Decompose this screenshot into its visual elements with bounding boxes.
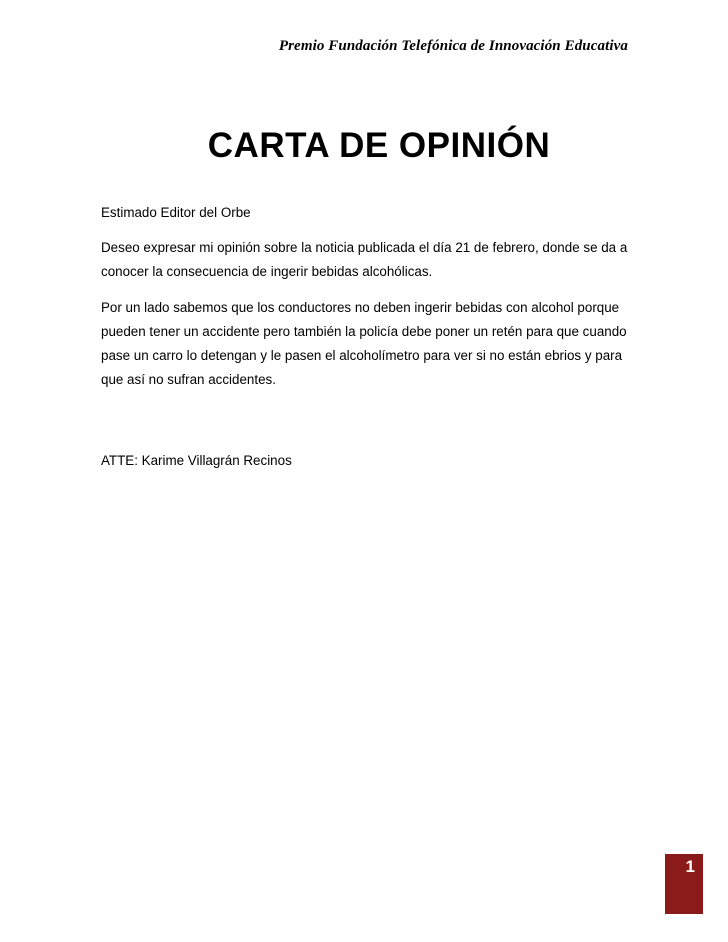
document-title: CARTA DE OPINIÓN xyxy=(207,126,551,165)
letter-paragraph: Por un lado sabemos que los conductores no deben ingerir bebidas con alcohol porque pueden tener un accidente pero también la policía debe poner un retén para que cuando pase un carro lo detengan y le pasen el alcoholímetro para ver si no están ebrios y para que así no sufran accidentes. xyxy=(101,300,627,387)
page-number-badge: 1 xyxy=(665,854,703,914)
letter-paragraph: Deseo expresar mi opinión sobre la noticia publicada el día 21 de febrero, donde se da a conocer la consecuencia de ingerir bebidas alcohólicas. xyxy=(101,240,628,279)
page-header: Premio Fundación Telefónica de Innovación Educativa xyxy=(278,38,628,54)
letter-greeting: Estimado Editor del Orbe xyxy=(101,205,251,220)
letter-signature: ATTE: Karime Villagrán Recinos xyxy=(101,453,292,468)
